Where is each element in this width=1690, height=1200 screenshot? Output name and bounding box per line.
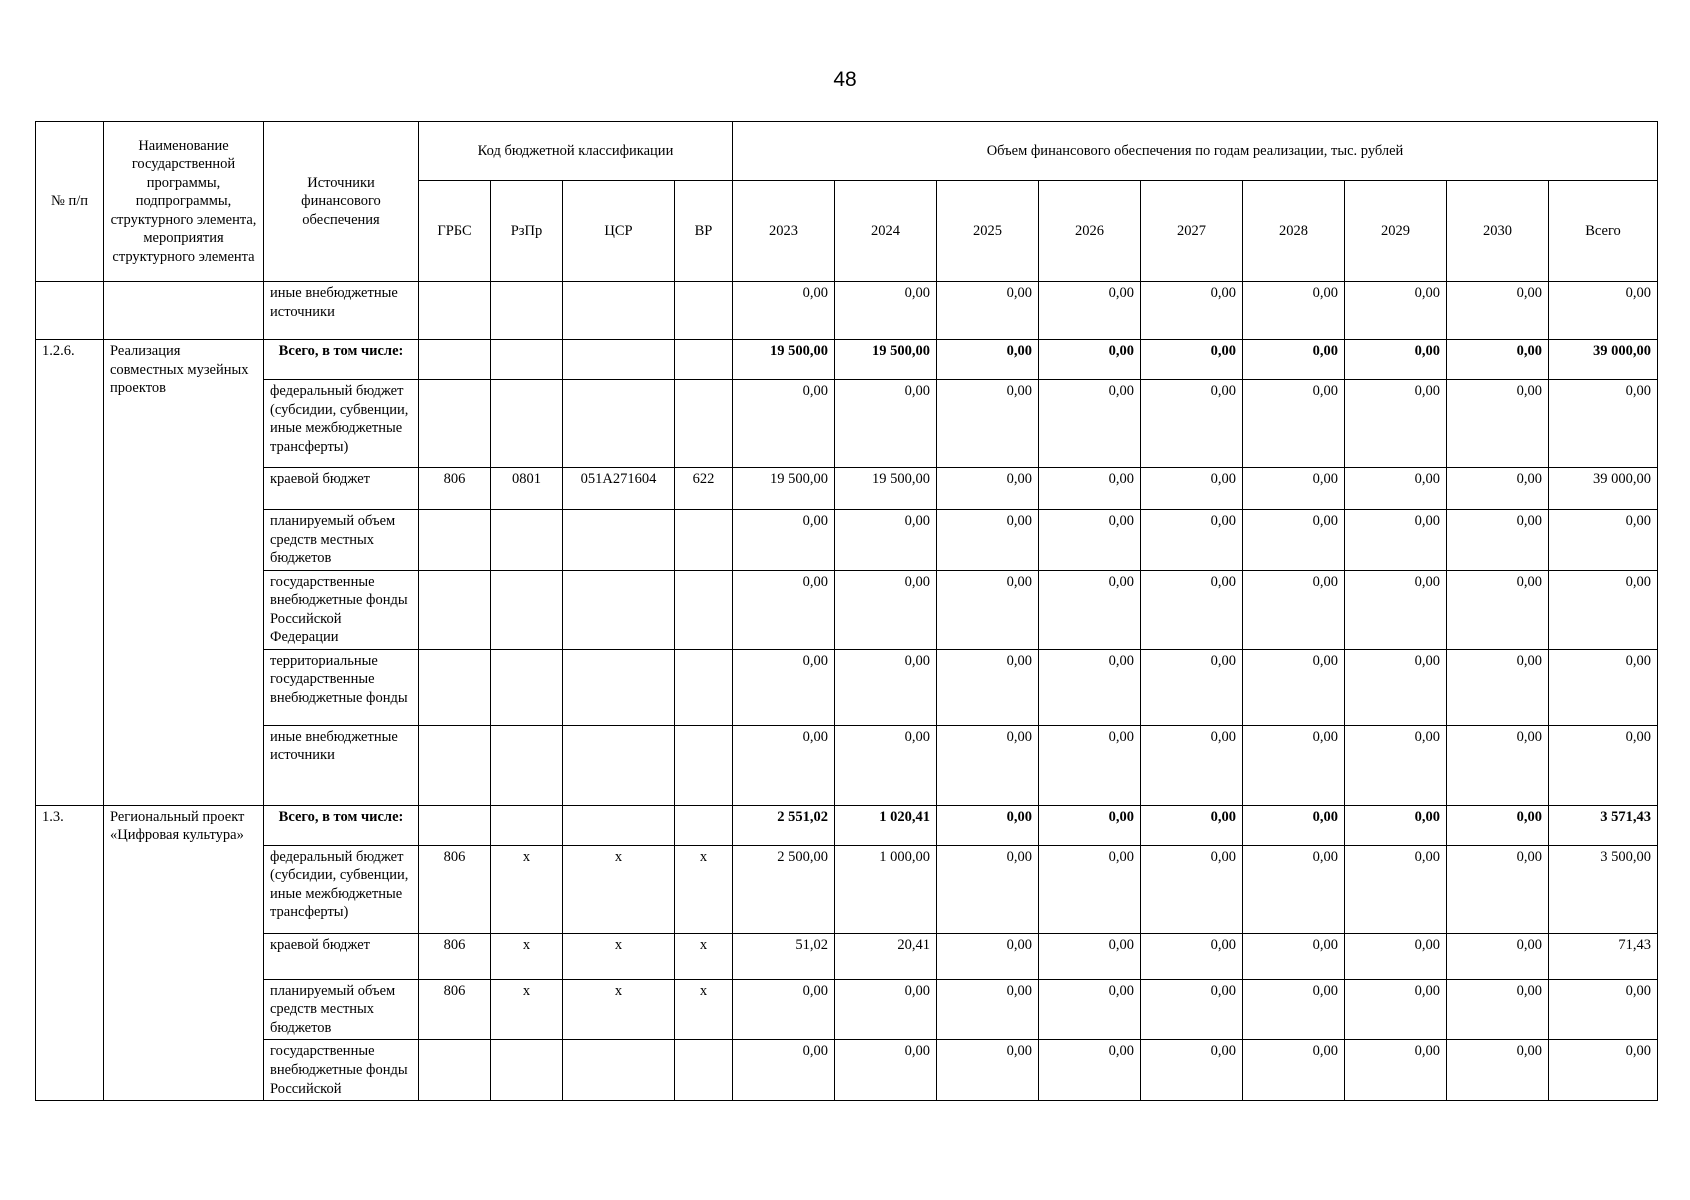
value-cell-2028: 0,00 xyxy=(1243,979,1345,1040)
value-cell-2030: 0,00 xyxy=(1447,649,1549,725)
grbs-cell xyxy=(419,380,491,468)
value-cell-2028: 0,00 xyxy=(1243,725,1345,805)
grbs-cell: 806 xyxy=(419,468,491,510)
value-cell-2025: 0,00 xyxy=(937,979,1039,1040)
value-cell-total: 0,00 xyxy=(1549,1040,1658,1101)
grbs-cell xyxy=(419,570,491,649)
vr-cell xyxy=(675,510,733,571)
row-number-cell: 1.2.6. xyxy=(36,340,104,806)
vr-cell xyxy=(675,805,733,845)
value-cell-2024: 0,00 xyxy=(835,649,937,725)
value-cell-2029: 0,00 xyxy=(1345,570,1447,649)
header-grbs: ГРБС xyxy=(419,181,491,282)
value-cell-2030: 0,00 xyxy=(1447,282,1549,340)
value-cell-2024: 19 500,00 xyxy=(835,340,937,380)
value-cell-2024: 19 500,00 xyxy=(835,468,937,510)
grbs-cell xyxy=(419,1040,491,1101)
value-cell-2030: 0,00 xyxy=(1447,845,1549,933)
row-name-cell: Реализация совместных музейных проектов xyxy=(104,340,264,806)
value-cell-2030: 0,00 xyxy=(1447,510,1549,571)
value-cell-2026: 0,00 xyxy=(1039,468,1141,510)
value-cell-2023: 0,00 xyxy=(733,510,835,571)
grbs-cell xyxy=(419,340,491,380)
value-cell-2024: 0,00 xyxy=(835,979,937,1040)
value-cell-2028: 0,00 xyxy=(1243,380,1345,468)
value-cell-2028: 0,00 xyxy=(1243,805,1345,845)
csr-cell xyxy=(563,725,675,805)
value-cell-2025: 0,00 xyxy=(937,845,1039,933)
rzpr-cell: x xyxy=(491,979,563,1040)
vr-cell: x xyxy=(675,933,733,979)
table-row xyxy=(36,979,1658,1040)
value-cell-2023: 0,00 xyxy=(733,725,835,805)
value-cell-total: 0,00 xyxy=(1549,649,1658,725)
csr-cell: x xyxy=(563,845,675,933)
value-cell-2029: 0,00 xyxy=(1345,979,1447,1040)
value-cell-2025: 0,00 xyxy=(937,380,1039,468)
value-cell-2029: 0,00 xyxy=(1345,933,1447,979)
rzpr-cell: x xyxy=(491,845,563,933)
source-cell: федеральный бюджет (субсидии, субвенции, иные межбюджетные трансферты) xyxy=(264,380,419,468)
value-cell-total: 0,00 xyxy=(1549,380,1658,468)
source-cell: территориальные государственные внебюджетные фонды xyxy=(264,649,419,725)
vr-cell xyxy=(675,570,733,649)
csr-cell xyxy=(563,649,675,725)
value-cell-2028: 0,00 xyxy=(1243,649,1345,725)
grbs-cell xyxy=(419,725,491,805)
source-cell: федеральный бюджет (субсидии, субвенции, иные межбюджетные трансферты) xyxy=(264,845,419,933)
value-cell-total: 0,00 xyxy=(1549,725,1658,805)
rzpr-cell xyxy=(491,570,563,649)
csr-cell xyxy=(563,1040,675,1101)
csr-cell xyxy=(563,282,675,340)
value-cell-2026: 0,00 xyxy=(1039,979,1141,1040)
value-cell-2023: 19 500,00 xyxy=(733,468,835,510)
header-year-2024: 2024 xyxy=(835,181,937,282)
value-cell-2029: 0,00 xyxy=(1345,649,1447,725)
grbs-cell xyxy=(419,649,491,725)
table-row xyxy=(36,468,1658,510)
value-cell-2025: 0,00 xyxy=(937,725,1039,805)
value-cell-2023: 0,00 xyxy=(733,1040,835,1101)
header-sources: Источники финансового обеспечения xyxy=(264,122,419,282)
value-cell-2030: 0,00 xyxy=(1447,380,1549,468)
value-cell-2025: 0,00 xyxy=(937,340,1039,380)
value-cell-2026: 0,00 xyxy=(1039,933,1141,979)
table-row xyxy=(36,845,1658,933)
table-row xyxy=(36,933,1658,979)
value-cell-2026: 0,00 xyxy=(1039,805,1141,845)
value-cell-2026: 0,00 xyxy=(1039,1040,1141,1101)
table-header xyxy=(36,122,1658,282)
grbs-cell xyxy=(419,282,491,340)
value-cell-2026: 0,00 xyxy=(1039,725,1141,805)
value-cell-2023: 2 551,02 xyxy=(733,805,835,845)
value-cell-2024: 0,00 xyxy=(835,510,937,571)
header-name: Наименование государственной программы, подпрограммы, структурного элемента, мероприятия структурного элемента xyxy=(104,122,264,282)
csr-cell xyxy=(563,380,675,468)
table-row xyxy=(36,1040,1658,1101)
csr-cell xyxy=(563,805,675,845)
row-name-cell xyxy=(104,282,264,340)
rzpr-cell xyxy=(491,649,563,725)
value-cell-2030: 0,00 xyxy=(1447,340,1549,380)
value-cell-2027: 0,00 xyxy=(1141,805,1243,845)
value-cell-2028: 0,00 xyxy=(1243,933,1345,979)
csr-cell: 051A271604 xyxy=(563,468,675,510)
table-row xyxy=(36,725,1658,805)
header-num: № п/п xyxy=(36,122,104,282)
value-cell-2030: 0,00 xyxy=(1447,570,1549,649)
value-cell-total: 3 571,43 xyxy=(1549,805,1658,845)
rzpr-cell: x xyxy=(491,933,563,979)
table-row xyxy=(36,805,1658,845)
value-cell-2025: 0,00 xyxy=(937,805,1039,845)
value-cell-2028: 0,00 xyxy=(1243,282,1345,340)
table-row xyxy=(36,570,1658,649)
value-cell-2025: 0,00 xyxy=(937,649,1039,725)
value-cell-2023: 0,00 xyxy=(733,649,835,725)
value-cell-2029: 0,00 xyxy=(1345,1040,1447,1101)
value-cell-total: 39 000,00 xyxy=(1549,468,1658,510)
value-cell-2025: 0,00 xyxy=(937,282,1039,340)
table-row xyxy=(36,340,1658,380)
vr-cell: 622 xyxy=(675,468,733,510)
value-cell-2027: 0,00 xyxy=(1141,649,1243,725)
value-cell-2030: 0,00 xyxy=(1447,468,1549,510)
value-cell-2029: 0,00 xyxy=(1345,340,1447,380)
value-cell-total: 71,43 xyxy=(1549,933,1658,979)
header-volume: Объем финансового обеспечения по годам реализации, тыс. рублей xyxy=(733,122,1658,181)
header-year-2023: 2023 xyxy=(733,181,835,282)
value-cell-2027: 0,00 xyxy=(1141,725,1243,805)
value-cell-total: 0,00 xyxy=(1549,510,1658,571)
rzpr-cell xyxy=(491,340,563,380)
value-cell-2030: 0,00 xyxy=(1447,725,1549,805)
rzpr-cell xyxy=(491,282,563,340)
table-row xyxy=(36,649,1658,725)
header-year-2025: 2025 xyxy=(937,181,1039,282)
source-cell: иные внебюджетные источники xyxy=(264,282,419,340)
header-year-2029: 2029 xyxy=(1345,181,1447,282)
value-cell-2029: 0,00 xyxy=(1345,468,1447,510)
header-rzpr: РзПр xyxy=(491,181,563,282)
value-cell-2025: 0,00 xyxy=(937,570,1039,649)
table-row xyxy=(36,380,1658,468)
header-total: Всего xyxy=(1549,181,1658,282)
value-cell-2027: 0,00 xyxy=(1141,282,1243,340)
row-number-cell: 1.3. xyxy=(36,805,104,1100)
source-cell: Всего, в том числе: xyxy=(264,805,419,845)
value-cell-2027: 0,00 xyxy=(1141,468,1243,510)
rzpr-cell xyxy=(491,725,563,805)
csr-cell: x xyxy=(563,979,675,1040)
header-year-2027: 2027 xyxy=(1141,181,1243,282)
value-cell-2024: 1 020,41 xyxy=(835,805,937,845)
value-cell-2027: 0,00 xyxy=(1141,933,1243,979)
value-cell-2030: 0,00 xyxy=(1447,805,1549,845)
value-cell-2030: 0,00 xyxy=(1447,933,1549,979)
value-cell-2026: 0,00 xyxy=(1039,649,1141,725)
source-cell: краевой бюджет xyxy=(264,468,419,510)
value-cell-2025: 0,00 xyxy=(937,1040,1039,1101)
budget-table xyxy=(35,121,1658,1101)
value-cell-2025: 0,00 xyxy=(937,933,1039,979)
value-cell-2027: 0,00 xyxy=(1141,845,1243,933)
page-number: 48 xyxy=(833,68,857,91)
rzpr-cell xyxy=(491,380,563,468)
source-cell: государственные внебюджетные фонды Российской Федерации xyxy=(264,570,419,649)
csr-cell xyxy=(563,570,675,649)
value-cell-2027: 0,00 xyxy=(1141,510,1243,571)
csr-cell xyxy=(563,340,675,380)
vr-cell xyxy=(675,282,733,340)
header-year-2026: 2026 xyxy=(1039,181,1141,282)
value-cell-2026: 0,00 xyxy=(1039,570,1141,649)
value-cell-2026: 0,00 xyxy=(1039,340,1141,380)
value-cell-2029: 0,00 xyxy=(1345,725,1447,805)
value-cell-2027: 0,00 xyxy=(1141,570,1243,649)
value-cell-2028: 0,00 xyxy=(1243,845,1345,933)
value-cell-2030: 0,00 xyxy=(1447,979,1549,1040)
value-cell-2024: 20,41 xyxy=(835,933,937,979)
value-cell-2026: 0,00 xyxy=(1039,282,1141,340)
value-cell-2029: 0,00 xyxy=(1345,805,1447,845)
header-csr: ЦСР xyxy=(563,181,675,282)
grbs-cell xyxy=(419,805,491,845)
value-cell-2023: 0,00 xyxy=(733,979,835,1040)
rzpr-cell: 0801 xyxy=(491,468,563,510)
value-cell-2027: 0,00 xyxy=(1141,1040,1243,1101)
table-row xyxy=(36,282,1658,340)
value-cell-2024: 0,00 xyxy=(835,725,937,805)
rzpr-cell xyxy=(491,805,563,845)
grbs-cell: 806 xyxy=(419,933,491,979)
table-body xyxy=(36,282,1658,1101)
value-cell-2024: 0,00 xyxy=(835,1040,937,1101)
value-cell-2023: 0,00 xyxy=(733,570,835,649)
value-cell-2028: 0,00 xyxy=(1243,1040,1345,1101)
value-cell-2028: 0,00 xyxy=(1243,570,1345,649)
value-cell-total: 3 500,00 xyxy=(1549,845,1658,933)
value-cell-2026: 0,00 xyxy=(1039,510,1141,571)
value-cell-total: 0,00 xyxy=(1549,282,1658,340)
value-cell-2027: 0,00 xyxy=(1141,979,1243,1040)
value-cell-2025: 0,00 xyxy=(937,468,1039,510)
value-cell-2028: 0,00 xyxy=(1243,468,1345,510)
vr-cell: x xyxy=(675,979,733,1040)
value-cell-2030: 0,00 xyxy=(1447,1040,1549,1101)
value-cell-2023: 0,00 xyxy=(733,380,835,468)
value-cell-2023: 19 500,00 xyxy=(733,340,835,380)
source-cell: Всего, в том числе: xyxy=(264,340,419,380)
grbs-cell: 806 xyxy=(419,845,491,933)
rzpr-cell xyxy=(491,1040,563,1101)
value-cell-total: 0,00 xyxy=(1549,979,1658,1040)
grbs-cell: 806 xyxy=(419,979,491,1040)
header-year-2030: 2030 xyxy=(1447,181,1549,282)
header-year-2028: 2028 xyxy=(1243,181,1345,282)
value-cell-2023: 51,02 xyxy=(733,933,835,979)
value-cell-2023: 0,00 xyxy=(733,282,835,340)
value-cell-2024: 0,00 xyxy=(835,570,937,649)
csr-cell: x xyxy=(563,933,675,979)
table-row xyxy=(36,510,1658,571)
value-cell-2026: 0,00 xyxy=(1039,845,1141,933)
row-name-cell: Региональный проект «Цифровая культура» xyxy=(104,805,264,1100)
source-cell: краевой бюджет xyxy=(264,933,419,979)
value-cell-2027: 0,00 xyxy=(1141,340,1243,380)
value-cell-2028: 0,00 xyxy=(1243,340,1345,380)
value-cell-2029: 0,00 xyxy=(1345,282,1447,340)
vr-cell xyxy=(675,649,733,725)
vr-cell: x xyxy=(675,845,733,933)
value-cell-2029: 0,00 xyxy=(1345,845,1447,933)
value-cell-2024: 1 000,00 xyxy=(835,845,937,933)
value-cell-2024: 0,00 xyxy=(835,282,937,340)
source-cell: иные внебюджетные источники xyxy=(264,725,419,805)
vr-cell xyxy=(675,725,733,805)
value-cell-total: 39 000,00 xyxy=(1549,340,1658,380)
value-cell-2028: 0,00 xyxy=(1243,510,1345,571)
source-cell: планируемый объем средств местных бюджетов xyxy=(264,510,419,571)
header-vr: ВР xyxy=(675,181,733,282)
vr-cell xyxy=(675,1040,733,1101)
value-cell-2029: 0,00 xyxy=(1345,380,1447,468)
vr-cell xyxy=(675,380,733,468)
value-cell-2029: 0,00 xyxy=(1345,510,1447,571)
value-cell-total: 0,00 xyxy=(1549,570,1658,649)
value-cell-2023: 2 500,00 xyxy=(733,845,835,933)
vr-cell xyxy=(675,340,733,380)
header-kbk: Код бюджетной классификации xyxy=(419,122,733,181)
value-cell-2024: 0,00 xyxy=(835,380,937,468)
row-number-cell xyxy=(36,282,104,340)
value-cell-2026: 0,00 xyxy=(1039,380,1141,468)
grbs-cell xyxy=(419,510,491,571)
source-cell: планируемый объем средств местных бюджетов xyxy=(264,979,419,1040)
value-cell-2027: 0,00 xyxy=(1141,380,1243,468)
csr-cell xyxy=(563,510,675,571)
source-cell: государственные внебюджетные фонды Российской xyxy=(264,1040,419,1101)
rzpr-cell xyxy=(491,510,563,571)
value-cell-2025: 0,00 xyxy=(937,510,1039,571)
